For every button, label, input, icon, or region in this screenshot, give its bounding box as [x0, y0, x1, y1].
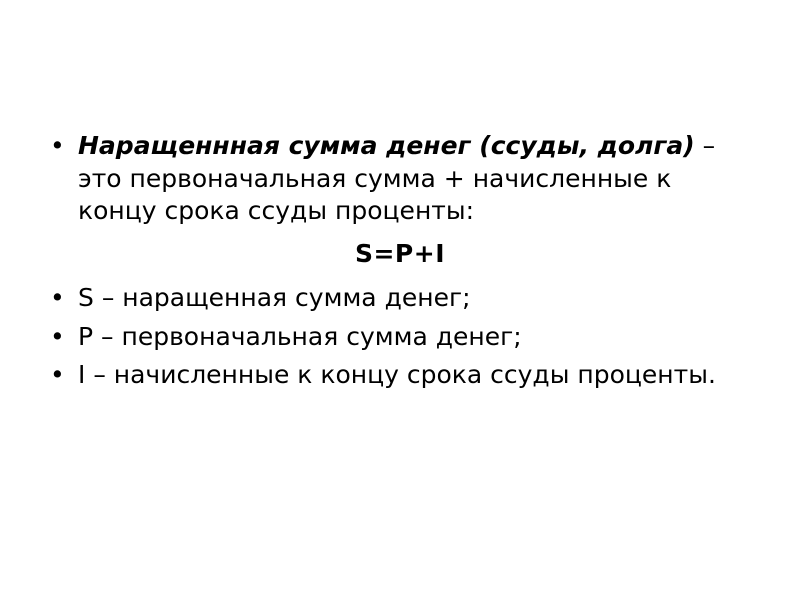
list-item: [44, 321, 756, 354]
list-item-label: I – начисленные к концу срока ссуды проценты.: [78, 360, 716, 389]
list-item: [44, 359, 756, 392]
definition-body: – это первоначальная сумма + начисленные к концу срока ссуды проценты:: [78, 131, 716, 225]
formula-text: S=P+I: [354, 238, 446, 268]
legend-list: [44, 282, 756, 392]
list-item-label: S – наращенная сумма денег;: [78, 283, 471, 312]
definition-list: [44, 130, 756, 228]
list-item-definition: [44, 130, 756, 228]
list-item-label: P – первоначальная сумма денег;: [78, 321, 522, 351]
definition-term: Наращеннная сумма денег (ссуды, долга): [78, 131, 695, 160]
list-item: [44, 282, 756, 315]
